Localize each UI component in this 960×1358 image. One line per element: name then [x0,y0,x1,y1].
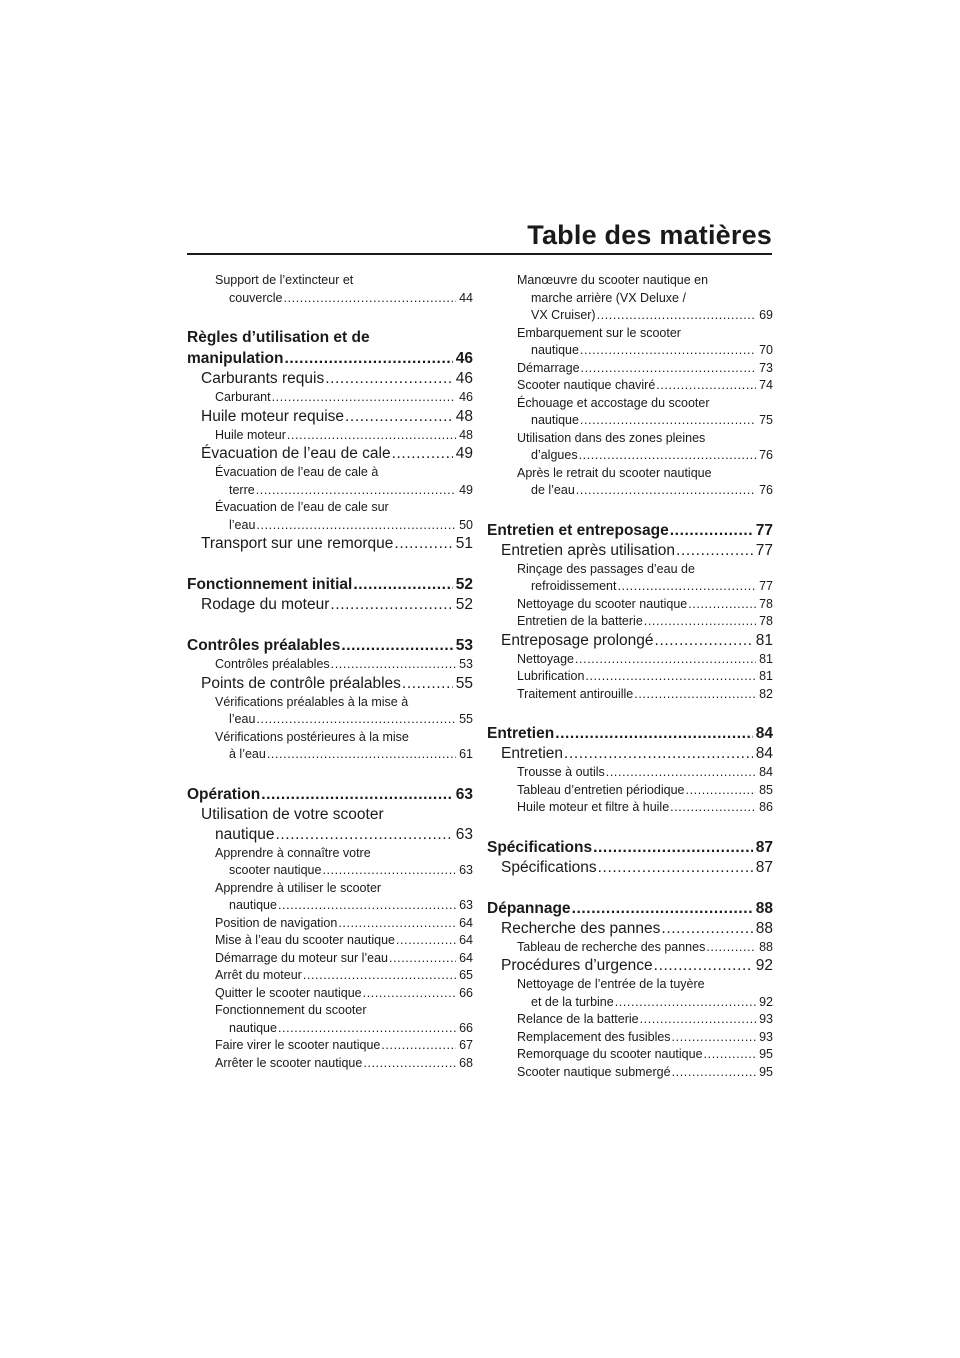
toc-entry-label: Support de l’extincteur et [215,273,354,287]
dot-leader [580,342,756,360]
toc-entry-title: d’algues [531,448,578,462]
page-number: 65 [459,968,473,982]
toc-entry-title: Entretien et entreposage [487,521,669,539]
toc-entry[interactable] [187,967,473,985]
toc-entry[interactable] [487,465,773,500]
toc-entry[interactable] [187,1037,473,1055]
dot-leader [585,668,756,686]
toc-entry[interactable] [487,596,773,614]
toc-entry-title: Lubrification [517,669,585,683]
dot-leader [261,784,453,805]
toc-entry-title: Position de navigation [215,915,338,930]
toc-entry[interactable] [187,932,473,950]
dot-leader [661,919,752,939]
toc-entry-title: Traitement antirouille [517,686,634,701]
toc-entry-label: Utilisation dans des zones pleines [517,430,706,445]
toc-entry-title: Démarrage [517,360,580,375]
toc-entry[interactable] [187,729,473,764]
dot-leader [706,939,756,957]
toc-entry-title: Arrêter le scooter nautique [215,1055,363,1070]
toc-entry-title: refroidissement [531,579,617,593]
dot-leader [672,1029,757,1047]
page-number: 93 [759,1029,773,1044]
toc-entry[interactable] [487,631,773,651]
dot-leader [686,782,757,800]
dot-leader [598,858,753,878]
toc-entry[interactable] [487,430,773,465]
toc-entry[interactable] [487,668,773,686]
dot-leader [640,1011,756,1029]
toc-entry[interactable] [487,561,773,596]
toc-entry-title: Contrôles préalables [215,657,330,671]
page-number: 64 [459,950,473,965]
page-number: 95 [759,1047,773,1061]
toc-entry[interactable] [187,595,473,615]
dot-leader [381,1037,456,1055]
toc-entry[interactable] [487,360,773,378]
page-number: 68 [459,1055,473,1070]
page-number: 52 [455,576,473,593]
toc-entry-title: Entretien [501,745,564,762]
dot-leader [593,837,753,858]
toc-entry-title: Spécifications [487,838,593,856]
toc-entry-label: Après le retrait du scooter nautique [517,465,712,480]
dot-leader [617,578,756,596]
page-number: 88 [755,919,773,937]
toc-entry[interactable] [487,782,773,800]
page-number: 86 [759,800,773,814]
toc-entry-title: couvercle [229,290,283,305]
dot-leader [672,1064,757,1082]
dot-leader [338,915,456,933]
dot-leader [572,898,753,919]
page-number: 66 [459,985,473,1000]
dot-leader [606,764,756,782]
toc-entry[interactable] [487,837,773,858]
dot-leader [284,290,457,308]
toc-entry-label: Utilisation de votre scooter [201,805,384,823]
toc-entry-label: Rinçage des passages d’eau de [517,561,695,576]
dot-leader [581,360,757,378]
page-number: 92 [755,957,773,974]
toc-entry[interactable] [487,799,773,817]
dot-leader [579,447,757,465]
toc-entry[interactable] [487,613,773,631]
dot-leader [555,723,753,744]
toc-entry[interactable] [187,407,473,427]
dot-leader [275,825,452,845]
page-number: 49 [459,482,473,497]
dot-leader [580,412,756,430]
toc-entry-label: Apprendre à utiliser le scooter [215,880,382,895]
toc-entry[interactable] [187,985,473,1003]
toc-entry-title: Spécifications [501,858,597,876]
page-number: 63 [455,825,473,843]
page-number: 53 [455,637,473,654]
page-number: 63 [455,785,473,803]
dot-leader [325,369,453,389]
toc-entry-label: Évacuation de l’eau de cale sur [215,500,389,514]
toc-entry-label: Échouage et accostage du scooter [517,395,710,410]
page-number: 73 [759,360,773,375]
dot-leader [654,956,753,976]
dot-leader [330,595,452,615]
toc-entry-title: terre [229,482,255,497]
dot-leader [278,1020,456,1038]
dot-leader [272,389,457,407]
toc-entry[interactable] [187,674,473,694]
toc-entry-title: Procédures d’urgence [501,957,653,974]
toc-entry-title: Carburant [215,390,271,404]
toc-entry-title: Remorquage du scooter nautique [517,1047,703,1061]
dot-leader [363,985,456,1003]
toc-entry[interactable] [487,686,773,704]
page-number: 52 [455,596,473,613]
toc-entry[interactable] [487,541,773,561]
toc-entry-title: Scooter nautique submergé [517,1064,671,1079]
toc-entry-title: à l’eau [229,747,266,761]
toc-entry[interactable] [187,1002,473,1037]
dot-leader [575,651,756,669]
toc-entry-title: Nettoyage [517,651,574,666]
toc-entry-title: Tableau de recherche des pannes [517,939,706,954]
toc-entry[interactable] [187,427,473,445]
page-number: 48 [459,427,473,442]
toc-entry[interactable] [187,635,473,656]
toc-entry-title: Scooter nautique chaviré [517,378,656,392]
dot-leader [278,897,456,915]
toc-entry-title: manipulation [187,350,284,367]
toc-entry[interactable] [487,377,773,395]
dot-leader [322,862,456,880]
page-number: 81 [759,669,773,683]
toc-entry[interactable] [487,1046,773,1064]
toc-entry[interactable] [187,694,473,729]
toc-column-left [187,272,473,1072]
toc-entry-title: nautique [229,1020,277,1035]
toc-entry[interactable] [187,880,473,915]
page-number: 50 [459,517,473,532]
toc-entry-title: Huile moteur [215,427,286,442]
toc-entry[interactable] [487,858,773,878]
page-number: 81 [755,631,773,649]
toc-entry-title: Dépannage [487,899,571,917]
page-number: 66 [459,1020,473,1035]
dot-leader [396,932,456,950]
toc-entry-title: Carburants requis [201,370,325,387]
dot-leader [704,1046,757,1064]
toc-entry-title: nautique [229,898,277,912]
dot-leader [670,520,753,541]
page-number: 64 [459,915,473,930]
toc-entry-title: Recherche des pannes [501,919,661,937]
toc-entry-title: Nettoyage du scooter nautique [517,596,688,611]
toc-entry-label: Manœuvre du scooter nautique en [517,273,709,287]
page-number: 85 [759,782,773,797]
toc-entry-label: Évacuation de l’eau de cale à [215,465,379,479]
toc-entry-title: Arrêt du moteur [215,968,302,982]
page-number: 92 [759,994,773,1009]
dot-leader [331,656,456,674]
toc-entry[interactable] [487,1011,773,1029]
dot-leader [363,1055,456,1073]
toc-entry[interactable] [187,369,473,389]
page-number: 77 [759,579,773,593]
page-number: 74 [759,378,773,392]
toc-entry-title: Quitter le scooter nautique [215,985,362,1000]
toc-entry[interactable] [487,939,773,957]
page-number: 55 [455,674,473,692]
toc-entry-title: Évacuation de l’eau de cale [201,445,391,462]
toc-entry-title: de l’eau [531,483,575,497]
toc-entry[interactable] [487,520,773,541]
toc-entry-title: Trousse à outils [517,765,605,779]
toc-entry[interactable] [187,499,473,534]
page-number: 63 [459,863,473,877]
toc-entry-label: Vérifications postérieures à la mise [215,729,409,744]
toc-entry[interactable] [487,764,773,782]
toc-entry-title: l’eau [229,517,256,532]
dot-leader [564,744,753,764]
page-number: 46 [455,350,473,367]
toc-entry[interactable] [487,1064,773,1082]
page-number: 84 [759,765,773,779]
dot-leader [287,427,456,445]
toc-entry[interactable] [487,272,773,325]
toc-entry-title: nautique [215,825,275,843]
dot-leader [670,799,756,817]
page-number: 77 [755,541,773,559]
toc-entry-title: nautique [531,343,579,357]
toc-entry[interactable] [187,534,473,554]
toc-entry[interactable] [487,976,773,1011]
page-number: 49 [455,445,473,462]
toc-entry-label: Vérifications préalables à la mise à [215,694,409,709]
dot-leader [634,686,756,704]
dot-leader [656,377,756,395]
toc-entry-title: Tableau d’entretien périodique [517,782,685,797]
toc-entry-label: Embarquement sur le scooter [517,325,681,340]
toc-entry[interactable] [487,395,773,430]
toc-entry-title: Huile moteur et filtre à huile [517,800,670,814]
page-number: 55 [459,712,473,726]
dot-leader [597,307,757,325]
dot-leader [267,746,456,764]
dot-leader [644,613,756,631]
toc-entry[interactable] [487,956,773,976]
page-number: 51 [455,535,473,552]
page-number: 63 [459,898,473,912]
page-number: 61 [459,747,473,761]
toc-entry[interactable] [487,1029,773,1047]
toc-entry-title: Démarrage du moteur sur l’eau [215,950,388,965]
page-number: 88 [759,939,773,954]
dot-leader [353,574,452,595]
toc-entry-title: Entretien de la batterie [517,614,643,628]
title-rule [187,253,772,255]
dot-leader [256,711,456,729]
dot-leader [655,631,753,651]
toc-entry[interactable] [187,272,473,307]
toc-entry-title: Rodage du moteur [201,596,330,613]
toc-entry[interactable] [187,915,473,933]
toc-entry-label: marche arrière (VX Deluxe / [531,290,686,305]
page-number: 53 [459,657,473,671]
page-number: 76 [759,483,773,497]
dot-leader [676,541,753,561]
toc-column-right [487,272,773,1081]
page-number: 82 [759,686,773,701]
page-number: 81 [759,651,773,666]
toc-entry[interactable] [487,723,773,744]
toc-entry-title: Fonctionnement initial [187,576,353,593]
toc-entry-title: et de la turbine [531,994,614,1009]
page-number: 67 [459,1038,473,1052]
dot-leader [615,994,756,1012]
dot-leader [256,517,456,535]
page-number: 87 [755,858,773,876]
toc-entry[interactable] [187,389,473,407]
page-number: 64 [459,933,473,947]
dot-leader [284,348,452,369]
page-number: 69 [759,308,773,322]
toc-entry-title: Entretien [487,725,555,742]
dot-leader [392,444,453,464]
toc-entry[interactable] [187,1055,473,1073]
toc-entry[interactable] [187,950,473,968]
toc-entry[interactable] [187,784,473,805]
toc-entry[interactable] [187,574,473,595]
page-title: Table des matières [527,220,772,250]
page-number: 46 [459,390,473,404]
toc-entry-title: l’eau [229,712,256,726]
toc-entry[interactable] [187,444,473,464]
dot-leader [345,407,453,427]
toc-entry-title: Remplacement des fusibles [517,1029,671,1044]
toc-entry-title: Mise à l’eau du scooter nautique [215,933,395,947]
toc-entry[interactable] [187,656,473,674]
toc-entry[interactable] [487,651,773,669]
dot-leader [303,967,456,985]
toc-entry-title: nautique [531,413,579,427]
toc-entry-title: Transport sur une remorque [201,535,394,552]
toc-entry-label: Fonctionnement du scooter [215,1003,367,1017]
page-number: 76 [759,448,773,462]
toc-entry-title: Relance de la batterie [517,1012,639,1026]
toc-entry[interactable] [187,464,473,499]
page-number: 93 [759,1012,773,1026]
dot-leader [394,534,452,554]
toc-entry-label: Règles d’utilisation et de [187,329,370,346]
page-number: 78 [759,614,773,628]
toc-entry-title: scooter nautique [229,863,322,877]
toc-entry[interactable] [487,898,773,919]
page-number: 77 [755,521,773,539]
dot-leader [688,596,756,614]
dot-leader [341,635,452,656]
page-number: 48 [455,407,473,425]
page-number: 46 [455,370,473,387]
toc-entry-title: VX Cruiser) [531,308,596,322]
toc-entry-title: Opération [187,785,261,803]
toc-entry-title: Points de contrôle préalables [201,674,401,692]
page-number: 75 [759,413,773,427]
dot-leader [389,950,456,968]
page-number: 70 [759,343,773,357]
toc-entry[interactable] [487,744,773,764]
toc-entry[interactable] [487,325,773,360]
toc-entry-title: Huile moteur requise [201,407,345,425]
toc-entry-label: Nettoyage de l’entrée de la tuyère [517,977,705,991]
toc-entry-label: Apprendre à connaître votre [215,845,371,860]
toc-entry-title: Contrôles préalables [187,637,341,654]
page-number: 84 [755,745,773,762]
toc-entry[interactable] [487,919,773,939]
dot-leader [402,674,453,694]
dot-leader [576,482,756,500]
page-number: 78 [759,596,773,611]
toc-entry-title: Entretien après utilisation [501,541,676,559]
toc-entry[interactable] [187,327,473,369]
page-number: 95 [759,1064,773,1079]
toc-entry[interactable] [187,845,473,880]
page-number: 88 [755,899,773,917]
dot-leader [256,482,456,500]
page-number: 84 [755,725,773,742]
toc-entry[interactable] [187,805,473,845]
page-number: 87 [755,838,773,856]
page-number: 44 [459,290,473,305]
toc-entry-title: Faire virer le scooter nautique [215,1038,381,1052]
toc-entry-title: Entreposage prolongé [501,631,654,649]
